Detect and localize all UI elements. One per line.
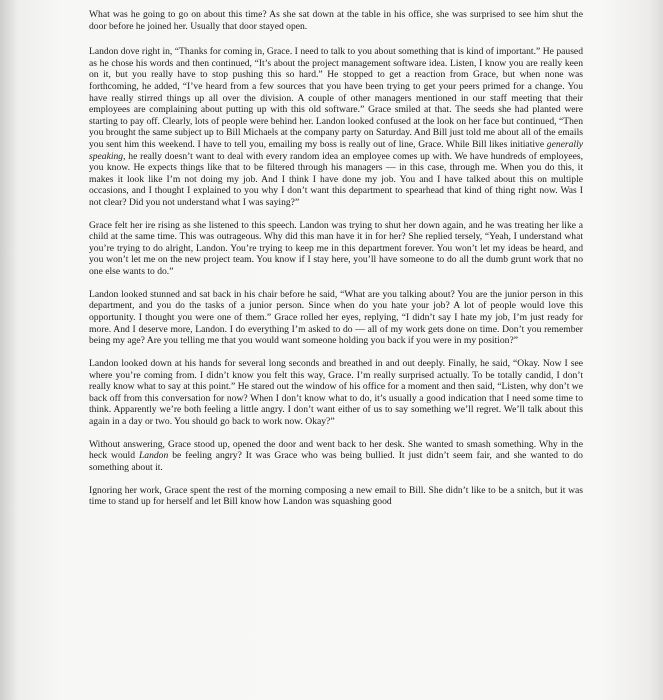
text-run: be feeling angry? It was Grace who was being bullied. It just didn’t seem fair, and she wanted to do something about it. bbox=[89, 450, 583, 473]
text-run: Ignoring her work, Grace spent the rest of the morning composing a new email to Bill. She didn’t like to be a snitch, but it was time to stand up for herself and let Bill know how Landon was squashing good bbox=[89, 484, 583, 508]
paragraph-2 bbox=[89, 46, 583, 208]
paragraph-4 bbox=[89, 289, 583, 347]
text-run: What was he going to go on about this time? As she sat down at the table in his office, she was surprised to see him shut the door before he joined her. Usually that door stayed open. bbox=[89, 9, 583, 32]
text-run: Landon looked down at his hands for several long seconds and breathed in and out deeply. Finally, he said, “Okay. Now I see where you’re coming from. I didn’t know you felt this way, Grace. I’m really surprised actually. To be totally candid, I don’t really know what to say at this point.” He stared out the window of his office for a moment and then said, “Listen, why don’t we back off from this conversation for now? When I don’t know what to do, it’s usually a good indication that I need some time to think. Apparently we’re both feeling a little angry. I don’t want either of us to say something we’ll regret. We’ll talk about this again in a day or two. You should go back to work now. Okay?” bbox=[89, 358, 583, 427]
paragraph-7 bbox=[89, 485, 583, 508]
paragraph-6 bbox=[89, 439, 583, 474]
italic-text-run: generally speaking bbox=[89, 138, 583, 162]
paragraph-1 bbox=[89, 9, 583, 32]
document-body bbox=[89, 9, 583, 519]
text-run: Without answering, Grace stood up, opened the door and went back to her desk. She wanted to smash something. Why in the heck would bbox=[89, 438, 583, 462]
paragraph-5 bbox=[89, 358, 583, 428]
paragraph-3 bbox=[89, 220, 583, 278]
text-run: Landon dove right in, “Thanks for coming in, Grace. I need to talk to you about something that is kind of important.” He paused as he chose his words and then continued, “It’s about the project management software idea. Listen, I know you are really keen on it, but you really have to stop pushing this so hard.” He stopped to get a reaction from Grace, but when none was forthcoming, he added, “I’ve heard from a few sources that you have been trying to get your peers primed for a change. You have really stirred things up all over the division. A couple of other managers mentioned in our staff meeting that their employees are complaining about putting up with this old software.” Grace smiled at that. The seeds she had planted were starting to pay off. Clearly, lots of people were behind her. Landon looked confused at the look on her face but continued, “Then you brought the same subject up to Bill Michaels at the company party on Saturday. And Bill just told me about all of the emails you sent him this weekend. I have to tell you, emailing my boss is really out of line, Grace. While Bill likes initiative bbox=[89, 46, 583, 150]
text-run: Grace felt her ire rising as she listened to this speech. Landon was trying to shut her down again, and he was treating her like a child at the same time. This was outrageous. Why did this man have it in for her? She replied tersely, “Yeah, I understand what you’re trying to do alright, Landon. You’re trying to keep me in this department forever. You won’t let my ideas be heard, and you won’t let me on the new project team. You know if I stay here, you’ll have someone to do all the dumb grunt work that no one else wants to do.” bbox=[89, 219, 583, 278]
text-run: Landon looked stunned and sat back in his chair before he said, “What are you talking about? You are the junior person in this department, and you do the tasks of a junior person. Since when do you hate your job? A lot of people would love this opportunity. I thought you were one of them.” Grace rolled her eyes, replying, “I didn’t say I hate my job, I’m just ready for more. And I deserve more, Landon. I do everything I’m asked to do — all of my work gets done on time. Don’t you remember being my age? Are you telling me that you would want someone holding you back if you were in my position?” bbox=[89, 288, 583, 347]
italic-text-run: Landon bbox=[138, 450, 169, 462]
text-run: , he really doesn’t want to deal with every random idea an employee comes up with. We have hundreds of employees, you know. He expects things like that to be filtered through his managers — in this case, through me. When you do this, it makes it look like I’m not doing my job. And I think I have done my job. You and I have talked about this on multiple occasions, and I thought I explained to you why I don’t want this department to spearhead that kind of thing right now. Was I not clear? Did you not understand what I was saying?” bbox=[89, 150, 583, 208]
